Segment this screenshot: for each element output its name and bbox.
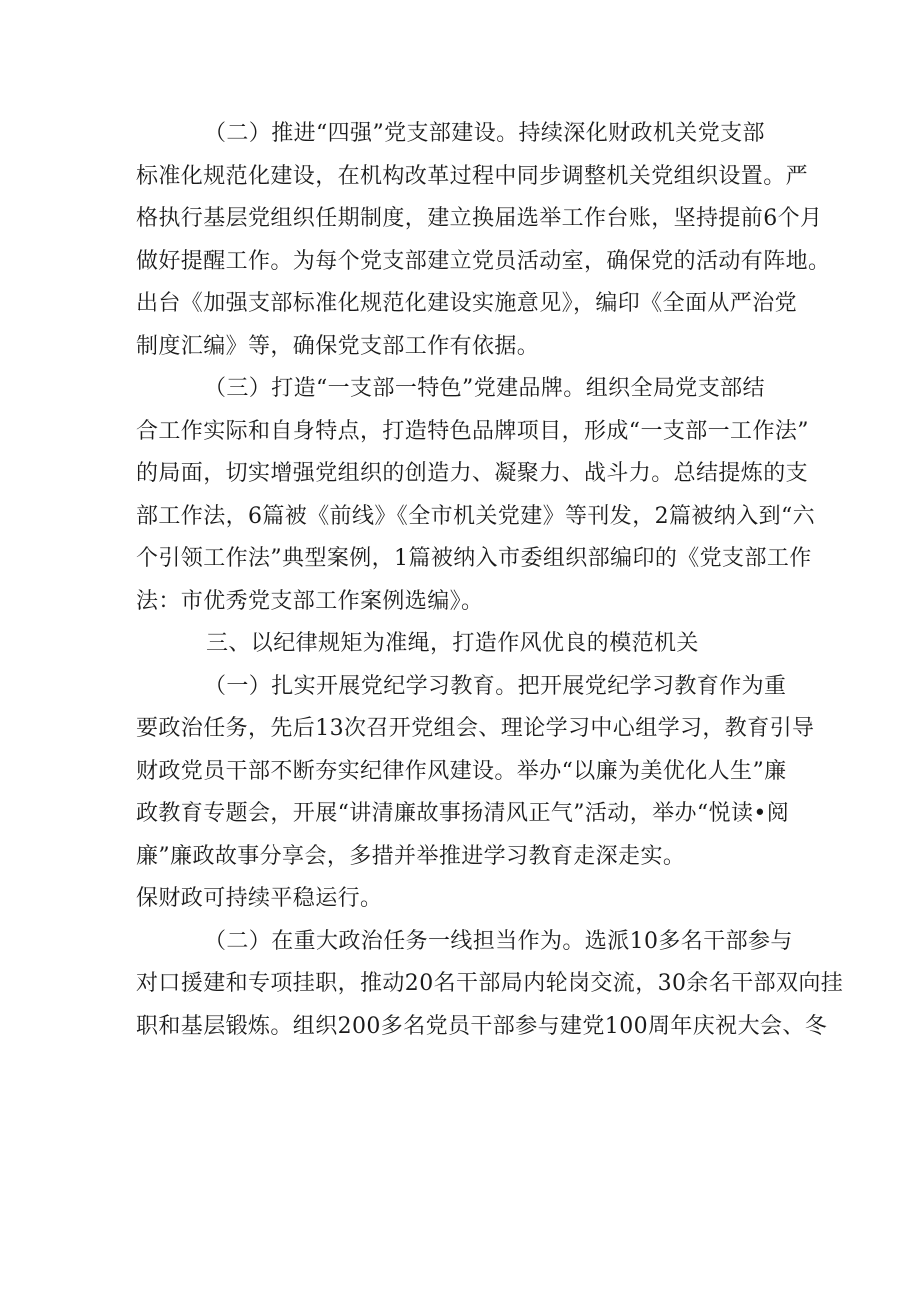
paragraph-line: 合工作实际和自身特点，打造特色品牌项目，形成“一支部一工作法”	[136, 418, 809, 444]
paragraph-section-2-2	[136, 113, 831, 368]
paragraph-line: 标准化规范化建设，在机构改革过程中同步调整机关党组织设置。严	[136, 163, 809, 189]
section-heading: 三、以纪律规矩为准绳，打造作风优良的模范机关	[206, 631, 699, 656]
paragraph-line: 部工作法，6篇被《前线》《全市机关党建》等刊发，2篇被纳入到“六	[136, 503, 816, 529]
paragraph-line: 职和基层锻炼。组织200多名党员干部参与建党100周年庆祝大会、冬	[136, 1013, 828, 1039]
paragraph-line: （二）在重大政治任务一线担当作为。选派10多名干部参与	[204, 928, 793, 954]
paragraph-line: 制度汇编》等，确保党支部工作有依据。	[136, 333, 540, 359]
paragraph-line: （二）推进“四强”党支部建设。持续深化财政机关党支部	[204, 121, 765, 146]
paragraph-line: 格执行基层党组织任期制度，建立换届选举工作台账，坚持提前6个月	[136, 206, 823, 231]
document-body	[136, 113, 844, 1048]
paragraph-section-3-2	[136, 921, 844, 1049]
paragraph-section-3-1	[136, 666, 815, 879]
paragraph-line: 廉”廉政故事分享会，多措并举推进学习教育走深走实。	[136, 843, 686, 869]
paragraph-line: 法：市优秀党支部工作案例选编》。	[136, 588, 484, 614]
paragraph-line: 个引领工作法”典型案例，1篇被纳入市委组织部编印的《党支部工作	[136, 546, 812, 571]
paragraph-line: 财政党员干部不断夯实纪律作风建设。举办“以廉为美优化人生”廉	[136, 758, 787, 784]
paragraph-line: 对口援建和专项挂职，推动20名干部局内轮岗交流，30余名干部双向挂	[136, 971, 844, 996]
paragraph-line: 政教育专题会，开展“讲清廉故事扬清风正气”活动，举办“悦读•阅	[136, 801, 790, 826]
paragraph-line: 的局面，切实增强党组织的创造力、凝聚力、战斗力。总结提炼的支	[136, 461, 809, 486]
orphan-line: 保财政可持续平稳运行。	[136, 886, 383, 911]
paragraph-line: （一）扎实开展党纪学习教育。把开展党纪学习教育作为重	[204, 673, 787, 699]
paragraph-line: （三）打造“一支部一特色”党建品牌。组织全局党支部结	[204, 376, 765, 401]
paragraph-line: 要政治任务，先后13次召开党组会、理论学习中心组学习，教育引导	[136, 716, 815, 741]
paragraph-line: 出台《加强支部标准化规范化建设实施意见》，编印《全面从严治党	[136, 291, 798, 316]
paragraph-section-2-3	[136, 368, 816, 623]
paragraph-line: 做好提醒工作。为每个党支部建立党员活动室，确保党的活动有阵地。	[136, 248, 831, 274]
